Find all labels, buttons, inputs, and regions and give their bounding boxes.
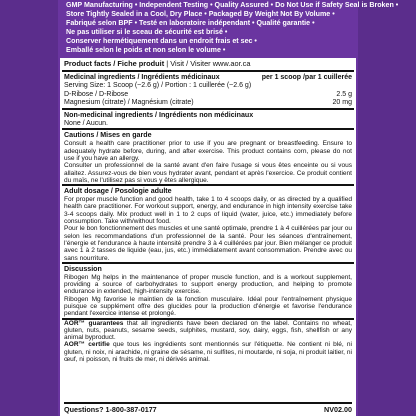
dosage-text-en: For proper muscle function and good health, take 1 to 4 scoops daily, or as directed by a qualified health care practitioner. For workout support, energy, and endurance in high intensity exercise take 3-4 scoops daily. Mix product well in 1 to 2 cups of liquid (water, juice, etc.) immediately before consumption. Take with/without food. [64, 196, 352, 226]
cautions-heading: Cautions / Mises en garde [64, 131, 152, 140]
questions-phone: Questions? 1-800-387-0177 [64, 405, 157, 414]
ingredient-row [64, 91, 352, 100]
product-facts-title: Product facts / Fiche produit [64, 58, 165, 68]
label-code: NV02.00 [324, 405, 352, 414]
label-footer [64, 402, 352, 416]
nonmedicinal-value: None / Aucun. [64, 119, 108, 127]
nonmedicinal-heading: Non-medicinal ingredients / Ingrédients non médicinaux [64, 110, 254, 119]
bullet-line: Conserver hermétiquement dans un endroit frais et sec • [66, 37, 257, 46]
guarantee-text-en [64, 320, 352, 342]
medicinal-heading-label: Medicinal ingredients / Ingrédients médicinaux [64, 73, 220, 81]
per-scoop-heading: per 1 scoop /par 1 cuillerée [261, 73, 352, 81]
ingredient-row [64, 99, 352, 108]
discussion-heading: Discussion [64, 264, 102, 273]
visit-website: Visit / Visiter www.aor.ca [170, 58, 251, 68]
cautions-text-en: Consult a health care practitioner prior to use if you are pregnant or breastfeeding. Ensure to adequately hydrate before, during, and after exercise. This product contains corn, please do not use if you have an allergy. [64, 140, 352, 162]
ingredient-amount: 2.5 g [336, 90, 352, 98]
ingredient-name: D-Ribose / D-Ribose [64, 90, 129, 98]
bullet-line: Store Tightly Sealed in a Cool, Dry Place • Packaged By Weight Not By Volume • [66, 10, 335, 19]
guarantee-text-fr [64, 341, 352, 363]
dosage-heading: Adult dosage / Posologie adulte [64, 187, 172, 196]
discussion-text-en: Ribogen Mg helps in the maintenance of proper muscle function, and is a workout supplement, providing a source of carbohydrates to support energy production, and helping to promote endurance in extended, high-intensity exercise. [64, 273, 352, 296]
bullet-line: GMP Manufacturing • Independent Testing • Quality Assured • Do Not Use if Safety Seal is Broken • [66, 1, 399, 9]
guarantee-lead-en: AOR™ guarantees [64, 319, 124, 327]
ingredient-amount: 20 mg [332, 99, 352, 107]
guarantee-body-fr: que tous les ingrédients sont mentionnés sur l'étiquette. Ne contient ni blé, ni gluten, ni noix, ni arachide, ni graine de sésame, ni sulfites, ni moutarde, ni soja, ni produit laitier, ni œuf, ni poisson, ni fruits de mer, ni dérivés animal. [64, 341, 352, 364]
discussion-text-fr: Ribogen Mg favorise le maintien de la fonction musculaire. Idéal pour l'entraînement physique puisque ce supplément offre des glucides pour la production d'énergie et favorise l'endurance pendant l'exercice intense et prolongé. [64, 295, 352, 318]
product-facts-header [64, 58, 352, 70]
guarantee-body-en: that all ingredients have been declared on the label. Contains no wheat, gluten, nuts, peanuts, sesame seeds, sulphites, mustard, soy, dairy, eggs, fish, shellfish or any animal byproduct. [64, 319, 352, 342]
guarantee-lead-fr: AOR™ certifie [64, 341, 110, 349]
serving-size: Serving Size: 1 Scoop (~2.6 g) / Portion : 1 cuillerée (~2.6 g) [64, 81, 252, 89]
ingredient-name: Magnesium (citrate) / Magnésium (citrate) [64, 99, 194, 107]
bullet-line: Emballé selon le poids et non selon le volume • [66, 46, 226, 55]
separator: | [166, 58, 171, 68]
bullet-line: Ne pas utiliser si le sceau de sécurité est brisé • [66, 28, 228, 37]
quality-bullets [60, 0, 399, 58]
product-label [60, 0, 399, 416]
bullet-line: Fabriqué selon BPF • Testé en laboratoire indépendant • Qualité garantie • [66, 19, 315, 28]
cautions-text-fr: Consulter un professionnel de la santé avant d'en faire l'usage si vous êtes enceinte ou si vous allaitez. Assurez-vous de bien vous hydrater avant, pendant et après l'exercice. Ce produit contient du maïs, ne l'utilisez pas si vous y êtes allergique. [64, 162, 352, 184]
medicinal-heading [64, 72, 352, 82]
dosage-text-fr: Pour le bon fonctionnement des muscles et une santé optimale, prendre 1 à 4 cuillérées par jour ou selon les recommandations d'un professionnel de la santé. Pour les séances d'entraînement, l'énergie et l'endurance à haute intensité prendre 3 à 4 cuillérées par jour. Bien mélanger ce produit avec 1 à 2 tasses de liquide (eau, jus, etc.) immédiatement avant consommation. Prendre avec ou sans nourriture. [64, 225, 352, 262]
